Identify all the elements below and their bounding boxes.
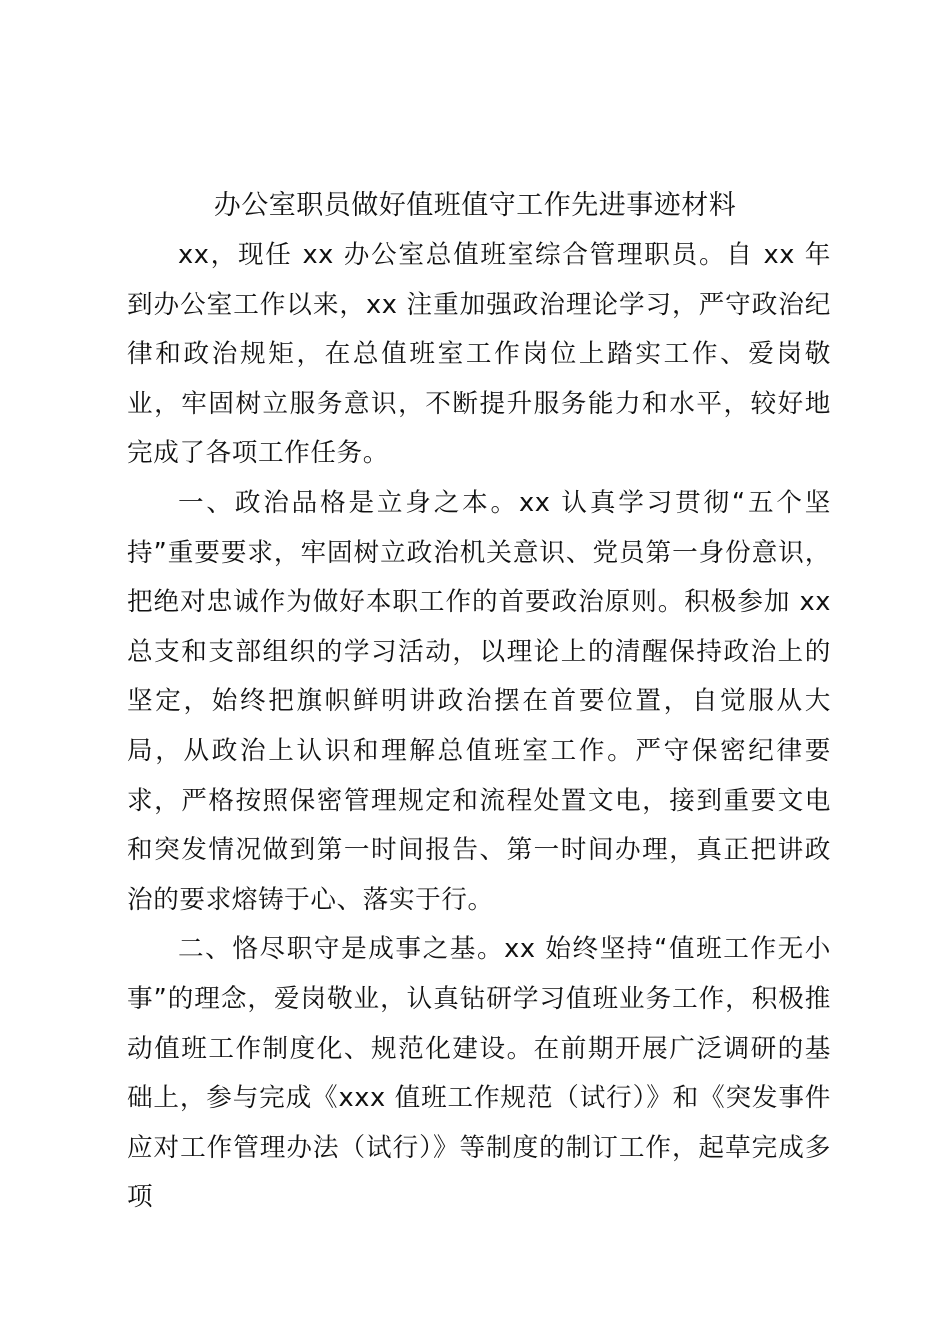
document-body	[127, 231, 831, 1223]
paragraph-political-character: 一、政治品格是立身之本。xx 认真学习贯彻“五个坚持”重要要求，牢固树立政治机关意识、党员第一身份意识，把绝对忠诚作为做好本职工作的首要政治原则。积极参加 xx 总支和支部组织的学习活动，以理论上的清醒保持政治上的坚定，始终把旗帜鲜明讲政治摆在首要位置，自觉服从大局，从政治上认识和理解总值班室工作。严守保密纪律要求，严格按照保密管理规定和流程处置文电，接到重要文电和突发情况做到第一时间报告、第一时间办理，真正把讲政治的要求熔铸于心、落实于行。	[127, 487, 831, 915]
paragraph-dutifulness: 二、恪尽职守是成事之基。xx 始终坚持“值班工作无小事”的理念，爱岗敬业，认真钻研学习值班业务工作，积极推动值班工作制度化、规范化建设。在前期开展广泛调研的基础上，参与完成《xxx 值班工作规范（试行）》和《突发事件应对工作管理办法（试行）》等制度的制订工作，起草完成多项	[127, 934, 831, 1213]
document-title: 办公室职员做好值班值守工作先进事迹材料	[213, 190, 737, 221]
paragraph-intro: xx，现任 xx 办公室总值班室综合管理职员。自 xx 年到办公室工作以来，xx 注重加强政治理论学习，严守政治纪律和政治规矩，在总值班室工作岗位上踏实工作、爱岗敬业，牢固树立服务意识，不断提升服务能力和水平，较好地完成了各项工作任务。	[127, 240, 831, 469]
